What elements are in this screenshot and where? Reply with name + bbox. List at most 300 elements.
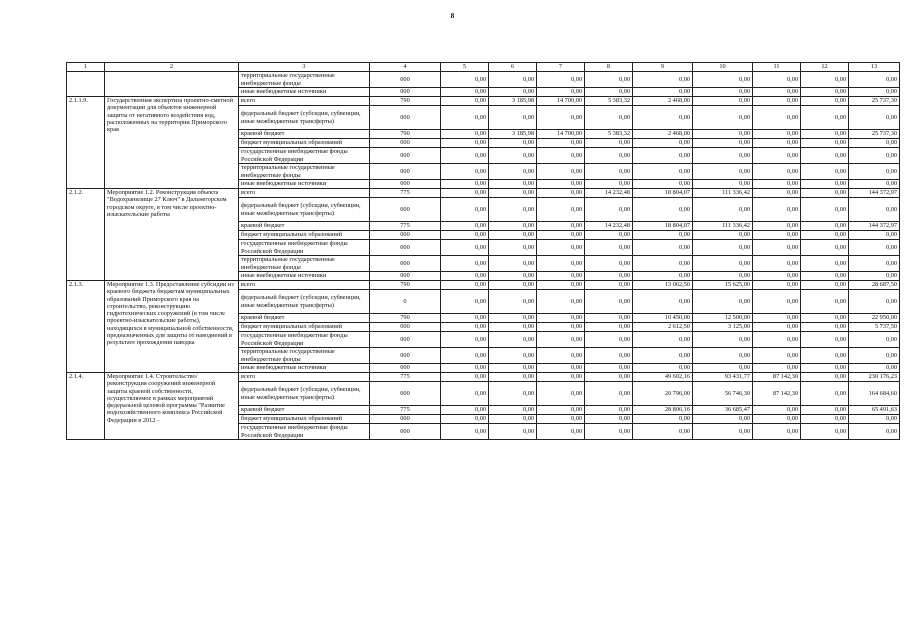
total-value: 0,00 — [849, 415, 900, 424]
amount-value: 0,00 — [585, 106, 633, 130]
amount-value: 0,00 — [537, 424, 585, 440]
amount-value: 0,00 — [441, 364, 489, 373]
activity-code: 2.1.4. — [67, 373, 105, 440]
amount-value: 0,00 — [753, 148, 801, 164]
funding-source: территориальные государственные внебюджетные фонды — [239, 164, 370, 180]
amount-value: 0,00 — [585, 382, 633, 406]
funding-source: всего — [239, 97, 370, 106]
total-value: 22 950,00 — [849, 314, 900, 323]
activity-name: Государственная экспертиза проектно-сметной документации для объектов инженерной защиты от негативного воздействия вод, расположенных на территории Приморского края — [105, 97, 239, 189]
amount-value: 0,00 — [801, 364, 849, 373]
amount-value: 0,00 — [753, 415, 801, 424]
amount-value: 13 062,50 — [633, 281, 693, 290]
amount-value: 0,00 — [693, 164, 753, 180]
amount-value: 0,00 — [801, 272, 849, 281]
amount-value: 0,00 — [441, 415, 489, 424]
budget-code: 000 — [370, 164, 441, 180]
funding-source: территориальные государственные внебюджетные фонды — [239, 256, 370, 272]
amount-value: 0,00 — [489, 314, 537, 323]
amount-value: 0,00 — [585, 314, 633, 323]
amount-value: 0,00 — [801, 72, 849, 88]
amount-value: 0,00 — [441, 332, 489, 348]
amount-value: 0,00 — [489, 231, 537, 240]
funding-source: государственные внебюджетные фонды Российской Федерации — [239, 240, 370, 256]
amount-value: 0,00 — [633, 332, 693, 348]
budget-code: 775 — [370, 373, 441, 382]
budget-code: 000 — [370, 231, 441, 240]
amount-value: 0,00 — [753, 348, 801, 364]
amount-value: 0,00 — [585, 148, 633, 164]
amount-value: 0,00 — [693, 106, 753, 130]
funding-source: краевой бюджет — [239, 130, 370, 139]
budget-code: 000 — [370, 106, 441, 130]
amount-value: 93 431,77 — [693, 373, 753, 382]
amount-value: 0,00 — [585, 415, 633, 424]
amount-value: 0,00 — [537, 189, 585, 198]
amount-value: 18 804,07 — [633, 189, 693, 198]
amount-value: 0,00 — [753, 240, 801, 256]
budget-code: 790 — [370, 97, 441, 106]
amount-value: 0,00 — [801, 323, 849, 332]
amount-value: 0,00 — [441, 323, 489, 332]
amount-value: 0,00 — [441, 180, 489, 189]
funding-source: всего — [239, 281, 370, 290]
column-number-cell: 8 — [585, 63, 633, 72]
amount-value: 0,00 — [801, 240, 849, 256]
amount-value: 0,00 — [441, 164, 489, 180]
amount-value: 0,00 — [753, 314, 801, 323]
funding-source: бюджет муниципальных образований — [239, 323, 370, 332]
amount-value: 0,00 — [693, 130, 753, 139]
amount-value: 14 232,48 — [585, 222, 633, 231]
funding-source: федеральный бюджет (субсидии, субвенции, иные межбюджетные трансферты) — [239, 290, 370, 314]
funding-source: краевой бюджет — [239, 406, 370, 415]
amount-value: 0,00 — [633, 415, 693, 424]
amount-value: 0,00 — [489, 348, 537, 364]
amount-value: 0,00 — [585, 180, 633, 189]
amount-value: 49 602,16 — [633, 373, 693, 382]
amount-value: 0,00 — [801, 139, 849, 148]
amount-value: 0,00 — [801, 406, 849, 415]
total-value: 164 684,60 — [849, 382, 900, 406]
column-number-cell: 6 — [489, 63, 537, 72]
amount-value: 0,00 — [441, 240, 489, 256]
amount-value: 0,00 — [585, 88, 633, 97]
amount-value: 0,00 — [801, 348, 849, 364]
amount-value: 12 500,00 — [693, 314, 753, 323]
amount-value: 0,00 — [537, 332, 585, 348]
total-value: 0,00 — [849, 348, 900, 364]
table-row — [67, 281, 900, 290]
column-number-cell: 1 — [67, 63, 105, 72]
amount-value: 0,00 — [537, 240, 585, 256]
amount-value: 0,00 — [489, 106, 537, 130]
amount-value: 0,00 — [585, 332, 633, 348]
amount-value: 0,00 — [633, 106, 693, 130]
amount-value: 0,00 — [753, 106, 801, 130]
budget-code: 000 — [370, 198, 441, 222]
amount-value: 0,00 — [801, 88, 849, 97]
amount-value: 0,00 — [753, 164, 801, 180]
amount-value: 0,00 — [753, 222, 801, 231]
funding-source: бюджет муниципальных образований — [239, 231, 370, 240]
amount-value: 87 142,30 — [753, 382, 801, 406]
amount-value: 20 796,00 — [633, 382, 693, 406]
amount-value: 0,00 — [753, 97, 801, 106]
amount-value: 0,00 — [633, 164, 693, 180]
amount-value: 3 185,98 — [489, 97, 537, 106]
amount-value: 0,00 — [753, 88, 801, 97]
amount-value: 0,00 — [693, 148, 753, 164]
amount-value: 0,00 — [441, 373, 489, 382]
column-number-cell: 13 — [849, 63, 900, 72]
total-value: 0,00 — [849, 272, 900, 281]
amount-value: 0,00 — [441, 272, 489, 281]
amount-value: 0,00 — [537, 314, 585, 323]
amount-value: 0,00 — [489, 180, 537, 189]
amount-value: 0,00 — [489, 189, 537, 198]
column-number-cell: 12 — [801, 63, 849, 72]
amount-value: 0,00 — [633, 180, 693, 189]
amount-value: 5 383,32 — [585, 97, 633, 106]
amount-value: 0,00 — [489, 382, 537, 406]
page-number: 8 — [450, 12, 455, 20]
amount-value: 0,00 — [585, 139, 633, 148]
total-value: 25 737,30 — [849, 130, 900, 139]
budget-code: 000 — [370, 382, 441, 406]
amount-value: 14 232,48 — [585, 189, 633, 198]
amount-value: 0,00 — [489, 88, 537, 97]
total-value: 5 737,50 — [849, 323, 900, 332]
budget-code: 000 — [370, 148, 441, 164]
amount-value: 0,00 — [801, 332, 849, 348]
amount-value: 0,00 — [633, 272, 693, 281]
amount-value: 0,00 — [441, 424, 489, 440]
amount-value: 0,00 — [489, 272, 537, 281]
amount-value: 0,00 — [537, 364, 585, 373]
funding-source: иные внебюджетные источники — [239, 180, 370, 189]
total-value: 65 491,63 — [849, 406, 900, 415]
amount-value: 0,00 — [537, 290, 585, 314]
column-number-cell: 5 — [441, 63, 489, 72]
amount-value: 3 185,98 — [489, 130, 537, 139]
amount-value: 0,00 — [489, 240, 537, 256]
amount-value: 0,00 — [693, 332, 753, 348]
amount-value: 0,00 — [441, 406, 489, 415]
amount-value: 14 700,00 — [537, 130, 585, 139]
amount-value: 0,00 — [801, 130, 849, 139]
amount-value: 0,00 — [489, 364, 537, 373]
activity-name: Мероприятие 1.2. Реконструкция объекта "Водохранилище 27 Ключ" в Дальнегорском городском округе, в том числе проектно-изыскательские работы — [105, 189, 239, 281]
total-value: 0,00 — [849, 240, 900, 256]
amount-value: 87 142,30 — [753, 373, 801, 382]
amount-value: 0,00 — [489, 424, 537, 440]
amount-value: 0,00 — [633, 72, 693, 88]
amount-value: 0,00 — [801, 189, 849, 198]
column-number-cell: 7 — [537, 63, 585, 72]
amount-value: 0,00 — [537, 348, 585, 364]
total-value: 0,00 — [849, 72, 900, 88]
total-value: 0,00 — [849, 231, 900, 240]
amount-value: 0,00 — [801, 424, 849, 440]
budget-code: 000 — [370, 240, 441, 256]
budget-code: 775 — [370, 406, 441, 415]
amount-value: 0,00 — [693, 139, 753, 148]
amount-value: 0,00 — [441, 139, 489, 148]
budget-code: 000 — [370, 323, 441, 332]
amount-value: 0,00 — [753, 290, 801, 314]
budget-code: 775 — [370, 222, 441, 231]
amount-value: 0,00 — [441, 314, 489, 323]
amount-value: 0,00 — [633, 240, 693, 256]
amount-value: 0,00 — [537, 148, 585, 164]
amount-value: 0,00 — [753, 198, 801, 222]
budget-code: 000 — [370, 139, 441, 148]
amount-value: 0,00 — [693, 348, 753, 364]
amount-value: 0,00 — [753, 424, 801, 440]
amount-value: 0,00 — [489, 281, 537, 290]
amount-value: 0,00 — [441, 198, 489, 222]
column-number-cell: 11 — [753, 63, 801, 72]
amount-value: 0,00 — [585, 323, 633, 332]
amount-value: 0,00 — [633, 231, 693, 240]
total-value: 0,00 — [849, 198, 900, 222]
budget-code: 000 — [370, 272, 441, 281]
budget-code: 000 — [370, 88, 441, 97]
amount-value: 0,00 — [693, 272, 753, 281]
amount-value: 0,00 — [585, 281, 633, 290]
amount-value: 0,00 — [489, 373, 537, 382]
amount-value: 0,00 — [801, 198, 849, 222]
amount-value: 0,00 — [693, 240, 753, 256]
amount-value: 0,00 — [801, 290, 849, 314]
amount-value: 0,00 — [801, 148, 849, 164]
amount-value: 0,00 — [537, 164, 585, 180]
amount-value: 0,00 — [489, 415, 537, 424]
amount-value: 0,00 — [441, 231, 489, 240]
funding-source: всего — [239, 189, 370, 198]
amount-value: 0,00 — [441, 106, 489, 130]
amount-value: 56 746,30 — [693, 382, 753, 406]
budget-code: 0 — [370, 290, 441, 314]
amount-value: 0,00 — [441, 189, 489, 198]
total-value: 0,00 — [849, 180, 900, 189]
amount-value: 10 450,00 — [633, 314, 693, 323]
amount-value: 0,00 — [441, 130, 489, 139]
amount-value: 0,00 — [441, 382, 489, 406]
budget-code: 000 — [370, 256, 441, 272]
amount-value: 0,00 — [801, 281, 849, 290]
amount-value: 0,00 — [585, 406, 633, 415]
funding-source: государственные внебюджетные фонды Российской Федерации — [239, 148, 370, 164]
amount-value: 0,00 — [441, 88, 489, 97]
amount-value: 0,00 — [441, 290, 489, 314]
amount-value: 0,00 — [537, 373, 585, 382]
amount-value: 0,00 — [753, 272, 801, 281]
amount-value: 0,00 — [537, 88, 585, 97]
amount-value: 0,00 — [693, 180, 753, 189]
amount-value: 0,00 — [753, 281, 801, 290]
activity-code — [67, 72, 105, 97]
amount-value: 0,00 — [753, 130, 801, 139]
funding-source: всего — [239, 373, 370, 382]
amount-value: 0,00 — [753, 332, 801, 348]
column-number-cell: 9 — [633, 63, 693, 72]
amount-value: 0,00 — [489, 164, 537, 180]
amount-value: 2 468,00 — [633, 97, 693, 106]
amount-value: 0,00 — [753, 189, 801, 198]
amount-value: 0,00 — [753, 364, 801, 373]
activity-name — [105, 72, 239, 97]
amount-value: 0,00 — [693, 415, 753, 424]
amount-value: 0,00 — [633, 290, 693, 314]
amount-value: 0,00 — [753, 406, 801, 415]
funding-source: бюджет муниципальных образований — [239, 415, 370, 424]
total-value: 0,00 — [849, 106, 900, 130]
funding-source: федеральный бюджет (субсидии, субвенции, иные межбюджетные трансферты) — [239, 106, 370, 130]
amount-value: 0,00 — [801, 415, 849, 424]
amount-value: 0,00 — [693, 72, 753, 88]
amount-value: 0,00 — [585, 72, 633, 88]
amount-value: 0,00 — [753, 180, 801, 189]
budget-code: 000 — [370, 180, 441, 189]
funding-source: иные внебюджетные источники — [239, 272, 370, 281]
activity-code: 2.1.2. — [67, 189, 105, 281]
amount-value: 0,00 — [633, 88, 693, 97]
total-value: 0,00 — [849, 290, 900, 314]
table-row — [67, 373, 900, 382]
amount-value: 3 125,00 — [693, 323, 753, 332]
funding-source: государственные внебюджетные фонды Российской Федерации — [239, 332, 370, 348]
amount-value: 0,00 — [693, 198, 753, 222]
amount-value: 0,00 — [633, 148, 693, 164]
amount-value: 0,00 — [489, 406, 537, 415]
total-value: 0,00 — [849, 256, 900, 272]
amount-value: 0,00 — [441, 348, 489, 364]
amount-value: 0,00 — [693, 88, 753, 97]
total-value: 0,00 — [849, 88, 900, 97]
amount-value: 5 383,32 — [585, 130, 633, 139]
funding-source: федеральный бюджет (субсидии, субвенции, иные межбюджетные трансферты) — [239, 382, 370, 406]
funding-source: краевой бюджет — [239, 222, 370, 231]
amount-value: 0,00 — [537, 272, 585, 281]
amount-value: 0,00 — [585, 272, 633, 281]
amount-value: 0,00 — [801, 106, 849, 130]
budget-code: 000 — [370, 332, 441, 348]
column-number-cell: 2 — [105, 63, 239, 72]
amount-value: 0,00 — [585, 256, 633, 272]
funding-source: бюджет муниципальных образований — [239, 139, 370, 148]
amount-value: 0,00 — [753, 256, 801, 272]
activity-code: 2.1.1.9. — [67, 97, 105, 189]
amount-value: 0,00 — [753, 72, 801, 88]
amount-value: 0,00 — [585, 240, 633, 256]
amount-value: 15 625,00 — [693, 281, 753, 290]
amount-value: 0,00 — [753, 231, 801, 240]
budget-table — [66, 62, 900, 440]
amount-value: 0,00 — [585, 364, 633, 373]
amount-value: 0,00 — [489, 72, 537, 88]
total-value: 0,00 — [849, 164, 900, 180]
total-value: 0,00 — [849, 139, 900, 148]
column-number-cell: 10 — [693, 63, 753, 72]
budget-code: 790 — [370, 281, 441, 290]
amount-value: 0,00 — [537, 281, 585, 290]
total-value: 230 176,23 — [849, 373, 900, 382]
amount-value: 0,00 — [753, 323, 801, 332]
amount-value: 0,00 — [441, 222, 489, 231]
amount-value: 0,00 — [633, 364, 693, 373]
amount-value: 0,00 — [633, 348, 693, 364]
amount-value: 0,00 — [633, 139, 693, 148]
amount-value: 36 685,47 — [693, 406, 753, 415]
amount-value: 0,00 — [537, 72, 585, 88]
amount-value: 0,00 — [537, 382, 585, 406]
amount-value: 0,00 — [537, 256, 585, 272]
total-value: 0,00 — [849, 148, 900, 164]
amount-value: 0,00 — [633, 256, 693, 272]
amount-value: 0,00 — [441, 148, 489, 164]
funding-source: иные внебюджетные источники — [239, 364, 370, 373]
total-value: 0,00 — [849, 424, 900, 440]
budget-code: 775 — [370, 189, 441, 198]
amount-value: 0,00 — [537, 106, 585, 130]
amount-value: 0,00 — [489, 222, 537, 231]
amount-value: 0,00 — [489, 198, 537, 222]
budget-code: 790 — [370, 314, 441, 323]
amount-value: 0,00 — [693, 256, 753, 272]
amount-value: 0,00 — [537, 198, 585, 222]
column-number-cell: 4 — [370, 63, 441, 72]
amount-value: 0,00 — [441, 72, 489, 88]
amount-value: 14 700,00 — [537, 97, 585, 106]
amount-value: 0,00 — [801, 256, 849, 272]
amount-value: 0,00 — [537, 139, 585, 148]
amount-value: 2 468,00 — [633, 130, 693, 139]
amount-value: 28 806,16 — [633, 406, 693, 415]
amount-value: 0,00 — [801, 97, 849, 106]
total-value: 28 687,50 — [849, 281, 900, 290]
amount-value: 0,00 — [489, 139, 537, 148]
amount-value: 0,00 — [585, 231, 633, 240]
amount-value: 0,00 — [585, 164, 633, 180]
total-value: 0,00 — [849, 332, 900, 348]
amount-value: 0,00 — [585, 373, 633, 382]
amount-value: 18 804,07 — [633, 222, 693, 231]
budget-code: 000 — [370, 424, 441, 440]
amount-value: 0,00 — [801, 180, 849, 189]
activity-name: Мероприятие 1.3. Предоставление субсидии из краевого бюджета бюджетам муниципальных образований Приморского края на строительство, реконструкцию гидротехнических сооружений (в том числе проектно-изыскательские работы), находящихся в муниципальной собственности, предназначенных для защиты от наводнений в результате прохождения паводка — [105, 281, 239, 373]
table-row — [67, 189, 900, 198]
budget-code: 790 — [370, 130, 441, 139]
total-value: 144 372,97 — [849, 222, 900, 231]
amount-value: 0,00 — [693, 97, 753, 106]
funding-source: территориальные государственные внебюджетные фонды — [239, 72, 370, 88]
amount-value: 111 336,42 — [693, 189, 753, 198]
amount-value: 0,00 — [801, 164, 849, 180]
table-row — [67, 97, 900, 106]
budget-code: 000 — [370, 415, 441, 424]
total-value: 144 372,97 — [849, 189, 900, 198]
amount-value: 0,00 — [489, 323, 537, 332]
amount-value: 0,00 — [537, 231, 585, 240]
activity-name: Мероприятие 1.4. Строительство/реконструкция сооружений инженерной защиты краевой собственности, осуществляемое в рамках мероприятий федеральной целевой программы "Развитие водохозяйственного комплекса Российской Федерации в 2012 - — [105, 373, 239, 440]
amount-value: 0,00 — [801, 382, 849, 406]
amount-value: 0,00 — [801, 314, 849, 323]
funding-source: иные внебюджетные источники — [239, 88, 370, 97]
amount-value: 0,00 — [633, 424, 693, 440]
amount-value: 0,00 — [693, 290, 753, 314]
